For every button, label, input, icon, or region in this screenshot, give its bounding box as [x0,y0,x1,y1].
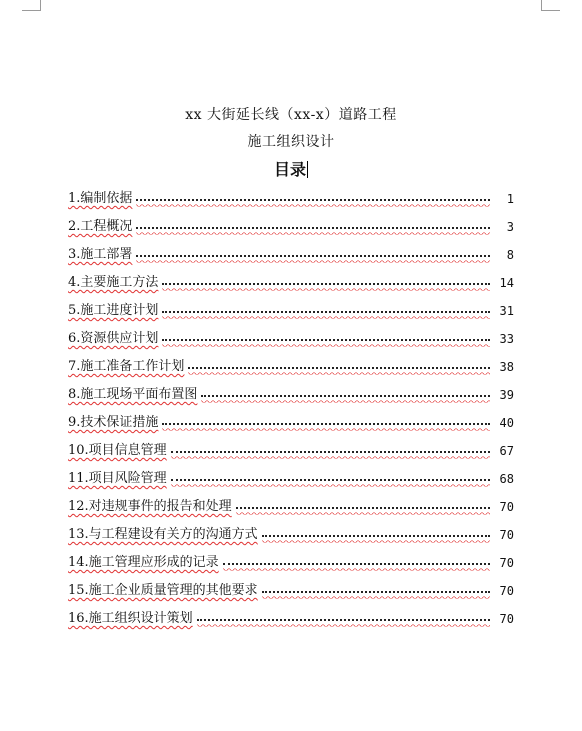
document-subtitle[interactable]: 施工组织设计 [247,134,335,150]
toc-entry-label[interactable]: 9.技术保证措施 [68,415,159,430]
toc-entry-label[interactable]: 4.主要施工方法 [68,275,159,290]
toc-entry-page[interactable]: 8 [506,248,514,262]
toc-leader-dots [197,618,490,621]
toc-entry-label[interactable]: 15.施工企业质量管理的其他要求 [68,583,258,598]
toc-entry-page[interactable]: 70 [499,584,514,598]
toc-entry[interactable] [68,574,514,602]
toc-entry[interactable] [68,518,514,546]
toc-entry[interactable] [68,350,514,378]
toc-heading-text[interactable]: 目录 [273,160,306,179]
toc-entry-page[interactable]: 39 [499,388,514,402]
toc-entry[interactable] [68,238,514,266]
toc-leader-dots [236,506,490,509]
toc-entry-label[interactable]: 3.施工部署 [68,247,133,262]
toc-entry-page[interactable]: 70 [499,500,514,514]
toc-entry-label[interactable]: 10.项目信息管理 [68,443,167,458]
toc-entry[interactable] [68,210,514,238]
toc-entry-page[interactable]: 33 [499,332,514,346]
toc-leader-dots [136,226,490,229]
document-title[interactable]: xx 大街延长线（xx-x）道路工程 [185,107,397,123]
toc-entry[interactable] [68,546,514,574]
toc-leader-dots [262,590,490,593]
toc-entry[interactable] [68,294,514,322]
toc-entry-label[interactable]: 8.施工现场平面布置图 [68,387,198,402]
toc-leader-dots [223,562,490,565]
toc-leader-dots [201,394,490,397]
toc-entry-page[interactable]: 68 [499,472,514,486]
toc-entry[interactable] [68,322,514,350]
toc-leader-dots [162,422,490,425]
toc-entry-page[interactable]: 38 [499,360,514,374]
table-of-contents [68,182,514,630]
toc-entry-label[interactable]: 14.施工管理应形成的记录 [68,555,219,570]
toc-entry-label[interactable]: 7.施工准备工作计划 [68,359,185,374]
toc-leader-dots [171,450,490,453]
toc-entry-label[interactable]: 16.施工组织设计策划 [68,611,193,626]
toc-leader-dots [162,338,490,341]
toc-entry[interactable] [68,406,514,434]
toc-entry-page[interactable]: 70 [499,612,514,626]
toc-entry-label[interactable]: 2.工程概况 [68,219,133,234]
toc-entry-page[interactable]: 3 [506,220,514,234]
toc-entry[interactable] [68,266,514,294]
toc-leader-dots [136,198,490,201]
toc-entry-page[interactable]: 40 [499,416,514,430]
toc-entry[interactable] [68,182,514,210]
toc-entry-label[interactable]: 12.对违规事件的报告和处理 [68,499,232,514]
toc-entry-page[interactable]: 70 [499,528,514,542]
toc-entry-label[interactable]: 1.编制依据 [68,191,133,206]
toc-entry-page[interactable]: 31 [499,304,514,318]
toc-entry[interactable] [68,490,514,518]
toc-leader-dots [162,310,490,313]
toc-leader-dots [162,282,490,285]
toc-entry-label[interactable]: 13.与工程建设有关方的沟通方式 [68,527,258,542]
toc-leader-dots [136,254,490,257]
toc-leader-dots [262,534,490,537]
toc-entry[interactable] [68,462,514,490]
toc-entry-page[interactable]: 14 [499,276,514,290]
toc-entry[interactable] [68,602,514,630]
crop-mark-top-left [22,0,41,11]
toc-entry-label[interactable]: 11.项目风险管理 [68,471,167,486]
toc-entry-page[interactable]: 1 [506,192,514,206]
toc-entry-label[interactable]: 5.施工进度计划 [68,303,159,318]
toc-entry-page[interactable]: 70 [499,556,514,570]
toc-entry[interactable] [68,434,514,462]
crop-mark-top-right [541,0,560,11]
toc-entry[interactable] [68,378,514,406]
toc-entry-page[interactable]: 67 [499,444,514,458]
toc-heading[interactable] [0,157,582,180]
toc-entry-label[interactable]: 6.资源供应计划 [68,331,159,346]
toc-leader-dots [171,478,490,481]
toc-leader-dots [188,366,490,369]
text-cursor [307,161,308,178]
